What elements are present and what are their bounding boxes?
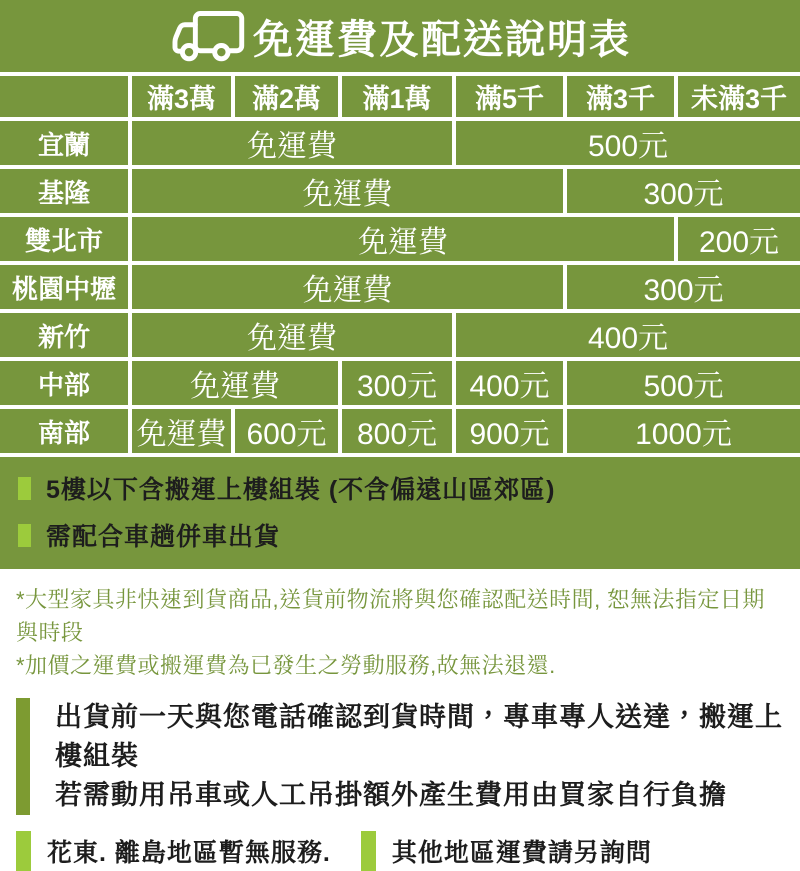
region-cell: 中部 xyxy=(0,359,130,407)
table-row-南部 xyxy=(0,407,800,455)
fee-cell: 400元 xyxy=(454,311,800,359)
green-note-item-0 xyxy=(18,470,800,506)
region-cell: 南部 xyxy=(0,407,130,455)
region-cell: 基隆 xyxy=(0,167,130,215)
asterisk-note-1: *加價之運費或搬運費為已發生之勞動服務,故無法退還. xyxy=(16,653,556,678)
table-header-row xyxy=(0,74,800,119)
asterisk-note-0: *大型家具非快速到貨商品,送貨前物流將與您確認配送時間, 恕無法指定日期與時段 xyxy=(16,587,765,645)
table-row-桃園中壢 xyxy=(0,263,800,311)
page-title: 免運費及配送說明表 xyxy=(253,17,631,62)
green-notes xyxy=(0,457,800,569)
column-header-3: 滿5千 xyxy=(454,74,565,119)
fee-cell: 300元 xyxy=(565,263,800,311)
table-row-雙北市 xyxy=(0,215,800,263)
fee-cell: 900元 xyxy=(454,407,565,455)
fee-cell: 500元 xyxy=(454,119,800,167)
fee-cell: 300元 xyxy=(340,359,454,407)
asterisk-notes xyxy=(16,583,786,682)
region-cell: 雙北市 xyxy=(0,215,130,263)
green-note-item-1 xyxy=(18,517,800,553)
column-header-4: 滿3千 xyxy=(565,74,676,119)
fee-cell: 500元 xyxy=(565,359,800,407)
column-header-2: 滿1萬 xyxy=(340,74,454,119)
delivery-note-text xyxy=(55,698,786,815)
bottom-bar-icon xyxy=(361,831,376,871)
bottom-note-text: 花東. 離島地區暫無服務. xyxy=(47,839,331,867)
table-body xyxy=(0,119,800,455)
fee-cell: 免運費 xyxy=(130,359,340,407)
table-row-宜蘭 xyxy=(0,119,800,167)
fee-cell: 免運費 xyxy=(130,215,676,263)
column-header-5: 未滿3千 xyxy=(676,74,800,119)
table-row-基隆 xyxy=(0,167,800,215)
shipping-fee-table xyxy=(0,72,800,457)
region-cell: 宜蘭 xyxy=(0,119,130,167)
white-section xyxy=(0,569,800,871)
fee-cell: 600元 xyxy=(233,407,340,455)
bottom-bar-icon xyxy=(16,831,31,871)
fee-cell: 免運費 xyxy=(130,119,454,167)
table-row-中部 xyxy=(0,359,800,407)
table-corner-cell xyxy=(0,74,130,119)
fee-cell: 400元 xyxy=(454,359,565,407)
fee-cell: 1000元 xyxy=(565,407,800,455)
fee-cell: 免運費 xyxy=(130,263,565,311)
column-header-1: 滿2萬 xyxy=(233,74,340,119)
square-bullet-icon xyxy=(18,524,31,547)
green-note-text: 5樓以下含搬運上樓組裝 (不含偏遠山區郊區) xyxy=(46,476,556,504)
bottom-note-item-1 xyxy=(361,831,652,871)
title-bar xyxy=(0,0,800,72)
fee-cell: 免運費 xyxy=(130,167,565,215)
bottom-note-item-0 xyxy=(16,831,331,871)
fee-cell: 300元 xyxy=(565,167,800,215)
bottom-note-text: 其他地區運費請另詢問 xyxy=(391,839,652,867)
fee-cell: 200元 xyxy=(676,215,800,263)
delivery-note xyxy=(16,698,786,815)
fee-cell: 免運費 xyxy=(130,311,454,359)
bottom-notes xyxy=(16,831,786,871)
table-row-新竹 xyxy=(0,311,800,359)
delivery-note-line2: 若需動用吊車或人工吊掛額外產生費用由買家自行負擔 xyxy=(55,780,727,810)
fee-cell: 800元 xyxy=(340,407,454,455)
region-cell: 桃園中壢 xyxy=(0,263,130,311)
square-bullet-icon xyxy=(18,477,31,500)
delivery-note-bar xyxy=(16,698,30,815)
region-cell: 新竹 xyxy=(0,311,130,359)
delivery-note-line1: 出貨前一天與您電話確認到貨時間，專車專人送達，搬運上樓組裝 xyxy=(55,702,783,771)
green-note-text: 需配合車趟併車出貨 xyxy=(46,523,281,551)
fee-cell: 免運費 xyxy=(130,407,233,455)
column-header-0: 滿3萬 xyxy=(130,74,233,119)
delivery-truck-icon xyxy=(169,10,247,62)
